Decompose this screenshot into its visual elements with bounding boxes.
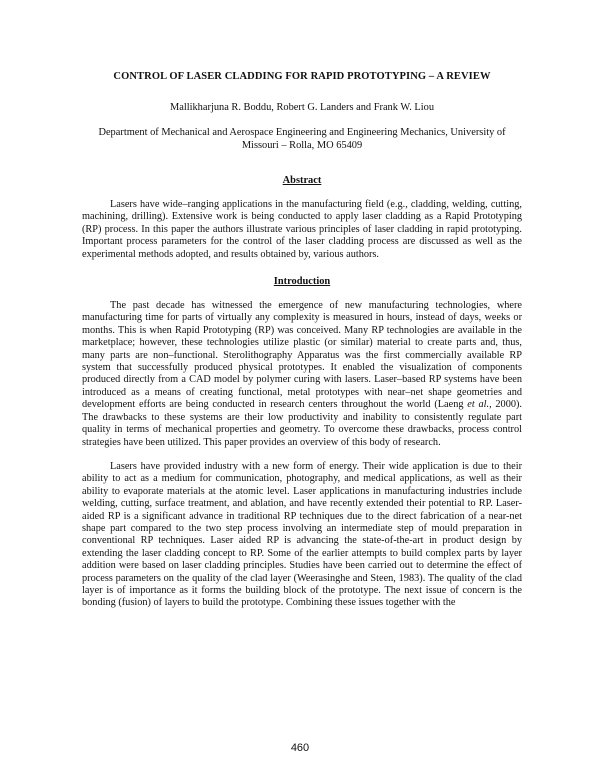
citation-et-al: et al. <box>467 399 490 411</box>
abstract-text: Lasers have wide–ranging applications in the manufacturing field (e.g., cladding, welding, cutting, machining, drilling). Extensive work is being conducted to apply laser cladding as a Rapid Prototyping (RP) process. In this paper the authors illustrate various principles of laser cladding in rapid prototyping. Important process parameters for the control of the laser cladding process are discussed as well as the experimental methods adopted, and results obtained by, various authors. <box>82 199 522 260</box>
page-content <box>82 70 522 622</box>
introduction-heading: Introduction <box>273 276 331 288</box>
paragraph-text: , 2000). The drawbacks to these systems are their low productivity and inability to consistently regulate part quality in terms of mechanical properties and geometry. To overcome these drawbacks, process control strategies have been utilized. This paper provides an overview of this body of research. <box>82 399 523 448</box>
author-list: Mallikharjuna R. Boddu, Robert G. Landers and Frank W. Liou <box>169 102 435 113</box>
abstract-heading: Abstract <box>282 175 322 186</box>
page-number: 460 <box>290 742 310 754</box>
paper-title: CONTROL OF LASER CLADDING FOR RAPID PROTOTYPING – A REVIEW <box>113 71 491 82</box>
author-affiliation: Department of Mechanical and Aerospace Engineering and Engineering Mechanics, University of Missouri – Rolla, MO 65409 <box>98 127 506 151</box>
introduction-paragraph-1 <box>82 300 522 449</box>
paragraph-text: The past decade has witnessed the emergence of new manufacturing technologies, where manufacturing time for parts of virtually any complexity is measured in hours, instead of days, weeks or months. This is when Rapid Prototyping (RP) was conceived. Many RP technologies are available in the marketplace; however, these technologies utilize plastic (or similar) material to create parts and, thus, many parts are non–functional. Sterolithography Apparatus was the first commercially available RP system that successfully produced physical prototypes. It enabled the visualization of components produced directly from a CAD model by polymer curing with lasers. Laser–based RP systems have been introduced as a means of creating functional, metal prototypes with near–net shape geometries and development efforts are being conducted in research centers throughout the world (Laeng <box>82 300 522 411</box>
introduction-paragraph-2: Lasers have provided industry with a new form of energy. Their wide application is due to their ability to act as a medium for communication, photography, and medical applications, as well as their ability to evaporate materials at the atomic level. Laser applications in manufacturing industries include welding, cutting, surface treatment, and ablation, and have recently extended their potential to RP. Laser-aided RP is a significant advance in traditional RP techniques due to the direct fabrication of a near-net shape part compared to the two step process involving an intermediate step of mould preparation in conventional RP techniques. Laser aided RP is advancing the state-of-the-art in product design by extending the laser cladding concept to RP. Some of the earlier attempts to build complex parts by layer addition were based on laser cladding principles. Studies have been carried out to determine the effect of process parameters on the quality of the clad layer (Weerasinghe and Steen, 1983). The quality of the clad layer is of importance as it forms the building block of the prototype. The next issue of concern is the bonding (fusion) of layers to build the prototype. Combining these issues together with the <box>82 460 522 609</box>
